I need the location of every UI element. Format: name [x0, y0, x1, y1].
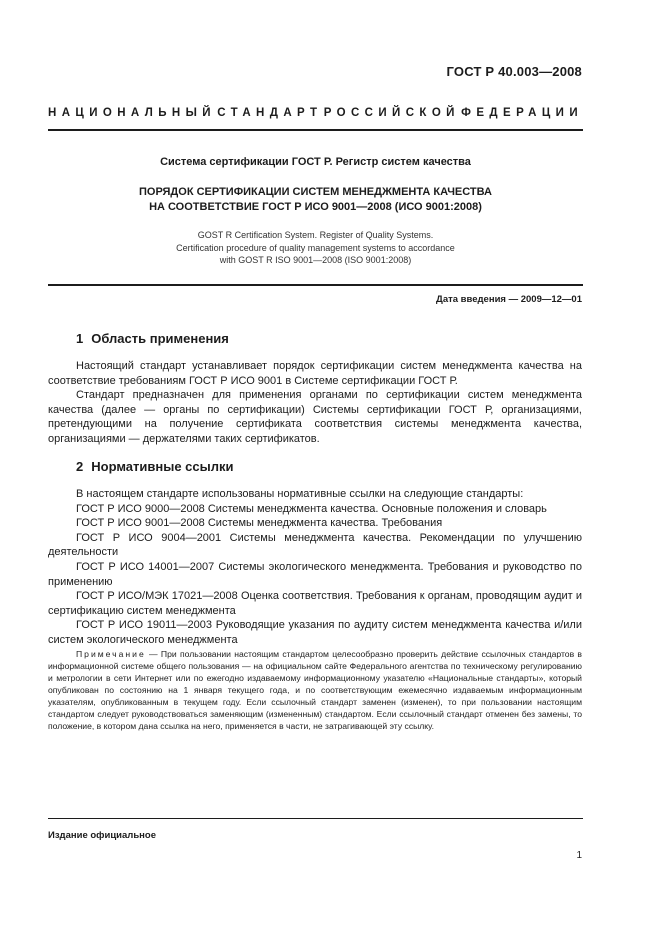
banner-word: РОССИЙСКОЙ — [323, 107, 460, 119]
english-title-line: Certification procedure of quality management systems to accordance — [176, 242, 455, 253]
banner-word: ФЕДЕРАЦИИ — [461, 107, 583, 119]
title-divider — [48, 284, 583, 286]
reference-item: ГОСТ Р ИСО 19011—2003 Руководящие указания по аудиту систем менеджмента качества и/или систем экологического менеджмента — [48, 619, 582, 646]
document-number: ГОСТ Р 40.003—2008 — [446, 64, 582, 79]
section-title: Нормативные ссылки — [91, 459, 234, 474]
note-text: — При пользовании настоящим стандартом целесообразно проверить действие ссылочных стандартов в информационной системе общего пользования — на официальном сайте Федерального агентства по техническому регулированию и метрологии в сети Интернет или по ежегодно издаваемому информационному указателю «Национальные стандарты», который опубликован по состоянию на 1 января текущего года, и по соответствующим ежемесячно издаваемым информационным указателям, опубликованным в текущем году. Если ссылочный стандарт заменен (изменен), то при пользовании настоящим стандартом следует руководствоваться заменяющим (измененным) стандартом. Если ссылочный стандарт отменен без замены, то положение, в котором дана ссылка на него, применяется в части, не затрагивающей эту ссылку. — [48, 649, 582, 731]
references-body — [48, 487, 582, 648]
section-heading — [76, 331, 229, 346]
reference-item: ГОСТ Р ИСО 9004—2001 Системы менеджмента качества. Рекомендации по улучшению деятельности — [48, 531, 582, 559]
references-intro: В настоящем стандарте использованы нормативные ссылки на следующие стандарты: — [76, 488, 524, 500]
title-line: НА СООТВЕТСТВИЕ ГОСТ Р ИСО 9001—2008 (ИСО 9001:2008) — [149, 201, 482, 213]
banner-word: СТАНДАРТ — [217, 107, 323, 119]
reference-item: ГОСТ Р ИСО/МЭК 17021—2008 Оценка соответствия. Требования к органам, проводящим аудит и сертификацию систем менеджмента — [48, 590, 582, 617]
reference-item: ГОСТ Р ИСО 9000—2008 Системы менеджмента качества. Основные положения и словарь — [76, 502, 547, 515]
footer-divider — [48, 818, 583, 819]
section-body — [48, 359, 582, 447]
note-label: Примечание — [76, 649, 146, 659]
page-number: 1 — [576, 850, 582, 861]
section-title: Область применения — [91, 331, 229, 346]
document-title — [48, 185, 583, 215]
english-title-line: GOST R Certification System. Register of Quality Systems. — [197, 230, 434, 240]
section-number: 2 — [76, 459, 84, 474]
system-title: Система сертификации ГОСТ Р. Регистр систем качества — [160, 156, 471, 168]
section-heading — [76, 459, 233, 474]
reference-item: ГОСТ Р ИСО 14001—2007 Системы экологического менеджмента. Требования и руководство по применению — [48, 560, 582, 588]
english-title — [48, 229, 583, 267]
effective-date: Дата введения — 2009—12—01 — [436, 294, 582, 305]
banner-divider — [48, 129, 583, 131]
paragraph: Настоящий стандарт устанавливает порядок сертификации систем менеджмента качества на соответствие требованиям ГОСТ Р ИСО 9001 в Системе сертификации ГОСТ Р. — [48, 360, 582, 387]
edition-label: Издание официальное — [48, 830, 156, 841]
paragraph: Стандарт предназначен для применения органами по сертификации систем менеджмента качества (далее — органы по сертификации) Системы сертификации ГОСТ Р, организациями, претендующими на получение сертификата соответствия системы менеджмента качества, организациями — держателями таких сертификатов. — [48, 389, 582, 445]
note — [48, 648, 582, 732]
title-line: ПОРЯДОК СЕРТИФИКАЦИИ СИСТЕМ МЕНЕДЖМЕНТА КАЧЕСТВА — [139, 186, 492, 198]
standard-banner — [48, 107, 583, 119]
english-title-line: with GOST R ISO 9001—2008 (ISO 9001:2008) — [219, 255, 412, 265]
section-number: 1 — [76, 331, 84, 346]
reference-item: ГОСТ Р ИСО 9001—2008 Системы менеджмента качества. Требования — [76, 517, 443, 530]
banner-word: НАЦИОНАЛЬНЫЙ — [48, 107, 216, 119]
